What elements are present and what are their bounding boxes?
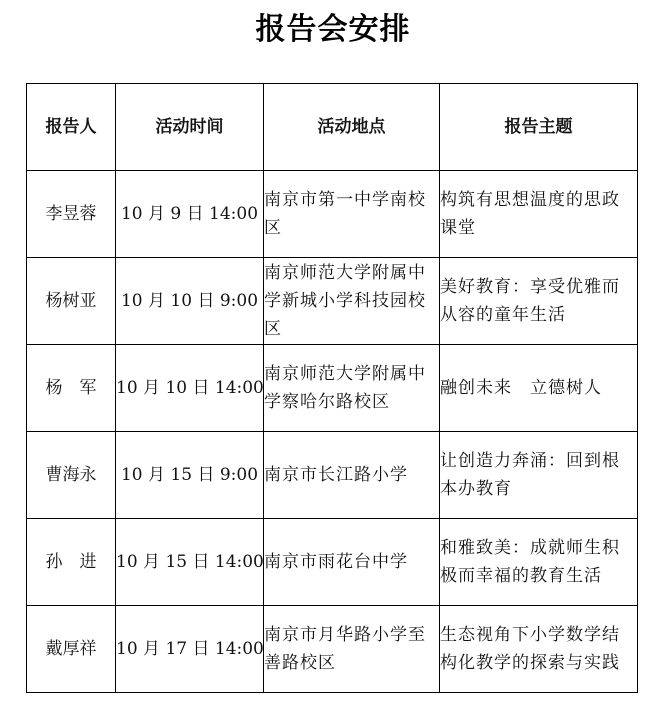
table-row [27,258,638,345]
topic-cell: 生态视角下小学数学结构化教学的探索与实践 [440,606,638,693]
time-cell: 10 月 10 日 14:00 [116,345,264,432]
table-row [27,432,638,519]
venue-cell: 南京市雨花台中学 [264,519,440,606]
topic-cell: 构筑有思想温度的思政课堂 [440,171,638,258]
time-cell: 10 月 9 日 14:00 [116,171,264,258]
time-cell: 10 月 15 日 9:00 [116,432,264,519]
speaker-cell: 孙 进 [27,519,116,606]
header-topic: 报告主题 [440,84,638,171]
venue-cell: 南京市月华路小学至善路校区 [264,606,440,693]
table-row [27,606,638,693]
table-row [27,345,638,432]
header-speaker: 报告人 [27,84,116,171]
venue-cell: 南京市长江路小学 [264,432,440,519]
topic-cell: 让创造力奔涌：回到根本办教育 [440,432,638,519]
table-row [27,519,638,606]
topic-cell: 和雅致美：成就师生积极而幸福的教育生活 [440,519,638,606]
venue-cell: 南京师范大学附属中学新城小学科技园校区 [264,258,440,345]
speaker-cell: 李昱蓉 [27,171,116,258]
time-cell: 10 月 10 日 9:00 [116,258,264,345]
table-row [27,171,638,258]
speaker-cell: 杨 军 [27,345,116,432]
header-venue: 活动地点 [264,84,440,171]
schedule-table [26,83,638,693]
topic-cell: 融创未来 立德树人 [440,345,638,432]
page-title: 报告会安排 [255,12,411,47]
venue-cell: 南京师范大学附属中学察哈尔路校区 [264,345,440,432]
speaker-cell: 曹海永 [27,432,116,519]
venue-cell: 南京市第一中学南校区 [264,171,440,258]
speaker-cell: 戴厚祥 [27,606,116,693]
header-time: 活动时间 [116,84,264,171]
time-cell: 10 月 15 日 14:00 [116,519,264,606]
speaker-cell: 杨树亚 [27,258,116,345]
table-header-row [27,84,638,171]
time-cell: 10 月 17 日 14:00 [116,606,264,693]
topic-cell: 美好教育：享受优雅而从容的童年生活 [440,258,638,345]
